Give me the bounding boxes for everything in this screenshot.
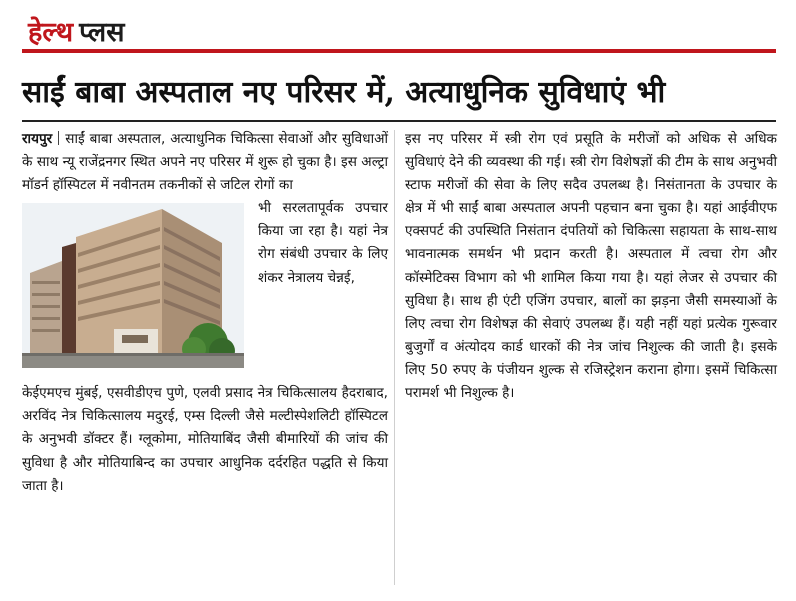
- headline-rule: [22, 120, 776, 122]
- hospital-building-photo: [22, 203, 244, 368]
- section-underline: [22, 49, 776, 53]
- column-divider: [394, 130, 395, 585]
- left-closing-paragraph: केईएमएच मुंबई, एसवीडीएच पुणे, एलवी प्रसाद नेत्र चिकित्सालय हैदराबाद, अरविंद नेत्र चिकित्सालय मदुरई, एम्स दिल्ली जैसे मल्टीस्पेशलिटी हॉस्पिटल के अनुभवी डॉक्टर हैं। ग्लूकोमा, मोतियाबिंद जैसी बीमारियों की जांच की सुविधा है और मोतियाबिन्द का उपचार आधुनिक दर्दरहित पद्धति से किया जाता है।: [22, 385, 388, 494]
- left-column: [22, 128, 388, 498]
- dateline-separator: [58, 131, 59, 145]
- section-header: [22, 10, 776, 56]
- brand-plus: प्लस: [79, 17, 125, 48]
- right-column: इस नए परिसर में स्त्री रोग एवं प्रसूति के मरीजों को अधिक से अधिक सुविधाएं देने की व्यवस्था की गई। स्त्री रोग विशेषज्ञों की टीम के साथ अनुभवी स्टाफ मरीजों की सेवा के लिए सदैव उपलब्ध है। निसंतानता के उपचार के क्षेत्र में भी साईं बाबा अस्पताल अपनी पहचान बना चुका है। यहां आईवीएफ एक्सपर्ट की उपस्थिति निसंतान दंपतियों को चिकित्सा सहायता के साथ-साथ भावनात्मक समर्थन भी प्रदान करती है। अस्पताल में त्वचा रोग और कॉस्मेटिक्स विभाग को भी शामिल किया गया है। यहां लेजर से उपचार की सुविधा है। साथ ही एंटी एजिंग उपचार, बालों का झड़ना जैसी समस्याओं के लिए त्वचा रोग विशेषज्ञ की सेवाएं उपलब्ध हैं। यही नहीं यहां प्रत्येक गुरूवार बुजुर्गों व अंत्योदय कार्ड धारकों की नेत्र जांच निशुल्क की जाती है। इसके लिए 50 रुपए के पंजीयन शुल्क से रजिस्ट्रेशन कराना होगा। इसमें चिकित्सा परामर्श भी निशुल्क है।: [405, 131, 777, 402]
- photo-row: [22, 197, 388, 382]
- left-intro-paragraph: [22, 128, 388, 197]
- beside-photo-text: भी सरलतापूर्वक उपचार किया जा रहा है। यहां नेत्र रोग संबंधी उपचार के लिए शंकर नेत्रालय चेन्नई,: [258, 200, 388, 286]
- building-icon: [22, 203, 244, 368]
- brand-health: हेल्थ: [28, 17, 74, 48]
- headline: साईं बाबा अस्पताल नए परिसर में, अत्याधुनिक सुविधाएं भी: [22, 75, 666, 110]
- section-brand: [28, 12, 124, 49]
- left-intro-text: साईं बाबा अस्पताल, अत्याधुनिक चिकित्सा सेवाओं और सुविधाओं के साथ न्यू राजेंद्रनगर स्थित अपने नए परिसर में शुरू हो चुका है। इस अल्ट्रा मॉडर्न हॉस्पिटल में नवीनतम तकनीकों से जटिल रोगों का: [22, 131, 388, 194]
- dateline: रायपुर: [22, 131, 53, 147]
